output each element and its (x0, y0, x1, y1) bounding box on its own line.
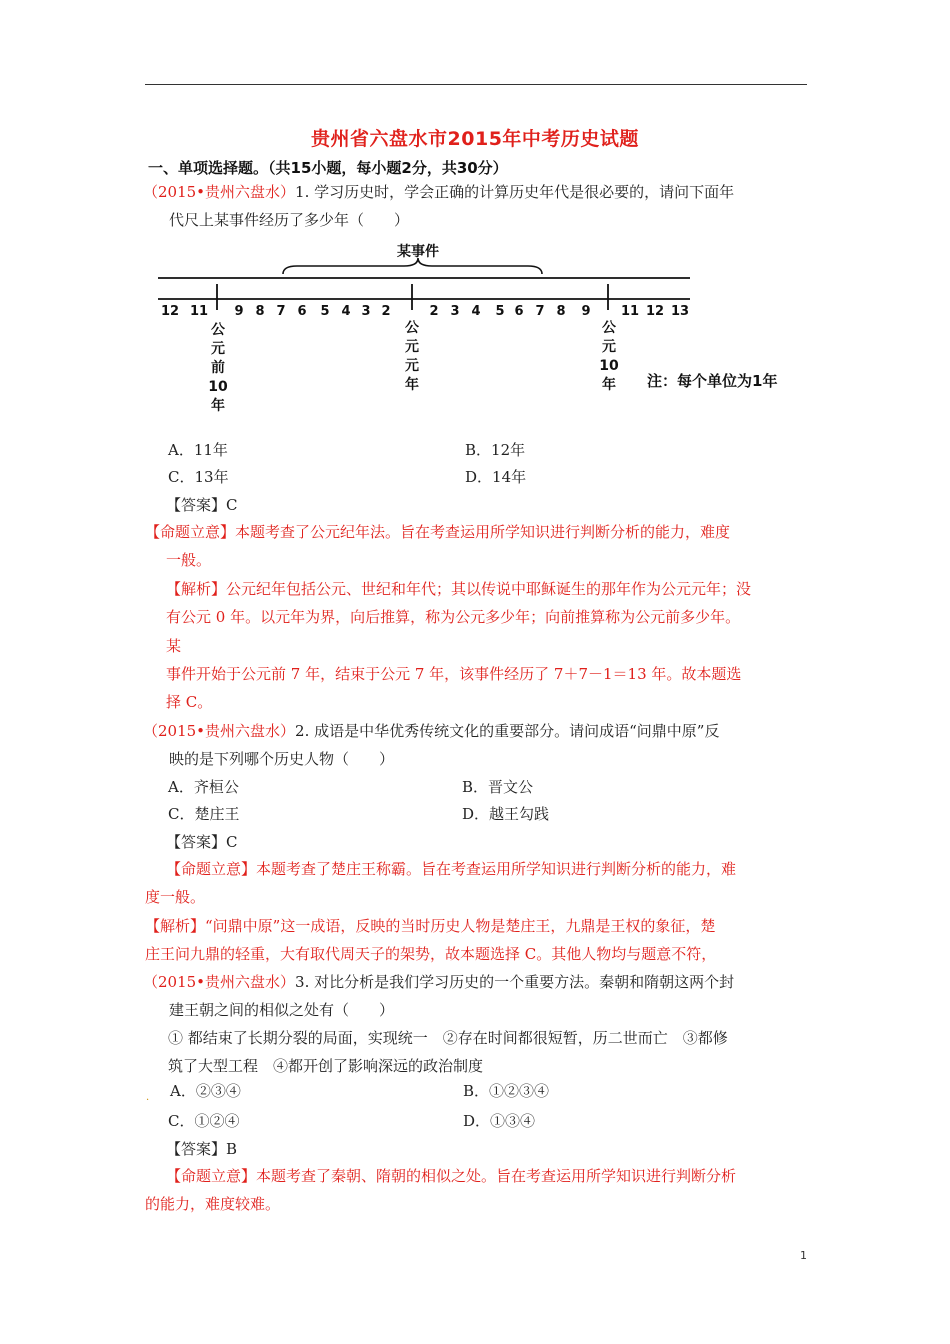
q1-analysis-line5: 择 C。 (166, 693, 213, 711)
q3-stem-line4: 筑了大型工程 ④都开创了影响深远的政治制度 (168, 1057, 484, 1075)
label-bc10: 元 (211, 341, 225, 357)
q1-source: （2015•贵州六盘水） (143, 183, 296, 201)
label-bc10: 公 (211, 322, 225, 338)
tick-label: 3 (450, 304, 460, 319)
label-ad1: 元 (405, 358, 419, 374)
q1-stem-line1: （2015•贵州六盘水）1. 学习历史时，学会正确的计算历史年代是很必要的，请问下面年 (143, 183, 735, 201)
q2-option-c[interactable]: C．楚庄王 (168, 805, 240, 823)
q2-option-a[interactable]: A．齐桓公 (168, 778, 239, 796)
event-brace (283, 258, 542, 274)
q1-answer: 【答案】C (166, 496, 238, 514)
tick-label: 7 (276, 304, 286, 319)
label-bc10: 10 (208, 379, 228, 395)
q1-option-a[interactable]: A．11年 (168, 441, 228, 459)
q3-stem-line1: （2015•贵州六盘水）3. 对比分析是我们学习历史的一个重要方法。秦朝和隋朝这两个封 (143, 973, 735, 991)
label-ad1: 年 (405, 377, 419, 393)
q2-answer: 【答案】C (166, 833, 238, 851)
q3-answer: 【答案】B (166, 1140, 238, 1158)
tick-label: 11 (620, 304, 640, 319)
label-ad10: 公 (602, 320, 616, 336)
q3-intent-line2: 的能力，难度较难。 (145, 1195, 281, 1213)
section-heading: 一、单项选择题。（共15小题，每小题2分，共30分） (148, 159, 508, 177)
tick-label: 8 (556, 304, 566, 319)
tick-label: 13 (670, 304, 690, 319)
q2-option-b[interactable]: B．晋文公 (462, 778, 534, 796)
q3-stem-line2: 建王朝之间的相似之处有（ ） (169, 1001, 395, 1019)
label-ad1: 元 (405, 339, 419, 355)
page-title: 贵州省六盘水市2015年中考历史试题 (311, 128, 639, 150)
label-ad1: 公 (405, 320, 419, 336)
tick-label: 5 (495, 304, 505, 319)
q2-analysis-line1: 【解析】“问鼎中原”这一成语，反映的当时历史人物是楚庄王，九鼎是王权的象征，楚 (145, 917, 716, 935)
header-rule (145, 84, 807, 85)
q2-analysis-line2: 庄王问九鼎的轻重，大有取代周天子的架势，故本题选择 C。其他人物均与题意不符， (145, 945, 717, 963)
tick-label: 9 (234, 304, 244, 319)
q2-source: （2015•贵州六盘水） (143, 722, 296, 740)
q2-intent-line2: 度一般。 (145, 888, 206, 906)
timeline-event-label: 某事件 (397, 244, 439, 260)
stray-dot: . (146, 1092, 150, 1103)
q3-option-b[interactable]: B．①②③④ (463, 1082, 550, 1100)
page-number: 1 (800, 1249, 807, 1262)
q2-stem-line2: 映的是下列哪个历史人物（ ） (169, 750, 395, 768)
q3-option-c[interactable]: C．①②④ (168, 1112, 240, 1130)
tick-label: 9 (581, 304, 591, 319)
q1-option-c[interactable]: C．13年 (168, 468, 229, 486)
tick-label: 8 (255, 304, 265, 319)
q2-stem-line1: （2015•贵州六盘水）2. 成语是中华优秀传统文化的重要部分。请问成语“问鼎中原”反 (143, 722, 720, 740)
q3-option-a[interactable]: A．②③④ (170, 1082, 241, 1100)
tick-label: 12 (645, 304, 665, 319)
q3-option-d[interactable]: D．①③④ (463, 1112, 536, 1130)
tick-label: 2 (429, 304, 439, 319)
q1-option-b[interactable]: B．12年 (465, 441, 526, 459)
q1-intent-line2: 一般。 (166, 551, 212, 569)
tick-label: 4 (471, 304, 481, 319)
q3-intent-line1: 【命题立意】本题考查了秦朝、隋朝的相似之处。旨在考查运用所学知识进行判断分析 (166, 1167, 737, 1185)
tick-label: 7 (535, 304, 545, 319)
q3-source: （2015•贵州六盘水） (143, 973, 296, 991)
q1-analysis-line4: 事件开始于公元前 7 年，结束于公元 7 年，该事件经历了 7＋7－1＝13 年。故本题选 (166, 665, 742, 683)
q1-analysis-line2: 有公元 0 年。以元年为界，向后推算，称为公元多少年；向前推算称为公元前多少年。 (166, 608, 741, 626)
q1-analysis-line1: 【解析】公元纪年包括公元、世纪和年代；其以传说中耶稣诞生的那年作为公元元年；没 (166, 580, 752, 598)
q3-stem-line3: ① 都结束了长期分裂的局面，实现统一 ②存在时间都很短暂，历二世而亡 ③都修 (168, 1029, 728, 1047)
timeline-note: 注：每个单位为1年 (647, 372, 778, 390)
timeline-figure (150, 236, 820, 421)
q1-option-d[interactable]: D．14年 (465, 468, 527, 486)
label-bc10: 年 (211, 398, 225, 414)
label-bc10: 前 (211, 360, 225, 376)
label-ad10: 10 (599, 358, 619, 374)
tick-label: 2 (381, 304, 391, 319)
q2-intent-line1: 【命题立意】本题考查了楚庄王称霸。旨在考查运用所学知识进行判断分析的能力，难 (166, 860, 737, 878)
tick-label: 6 (297, 304, 307, 319)
tick-label: 12 (160, 304, 180, 319)
label-ad10: 年 (602, 377, 616, 393)
tick-label: 3 (361, 304, 371, 319)
tick-label: 11 (189, 304, 209, 319)
q1-analysis-line3: 某 (166, 637, 182, 655)
tick-label: 4 (341, 304, 351, 319)
label-ad10: 元 (602, 339, 616, 355)
q1-intent-line1: 【命题立意】本题考查了公元纪年法。旨在考查运用所学知识进行判断分析的能力，难度 (145, 523, 731, 541)
tick-label: 6 (514, 304, 524, 319)
q1-stem-line2: 代尺上某事件经历了多少年（ ） (169, 211, 410, 229)
q2-option-d[interactable]: D．越王勾践 (462, 805, 550, 823)
tick-label: 5 (320, 304, 330, 319)
